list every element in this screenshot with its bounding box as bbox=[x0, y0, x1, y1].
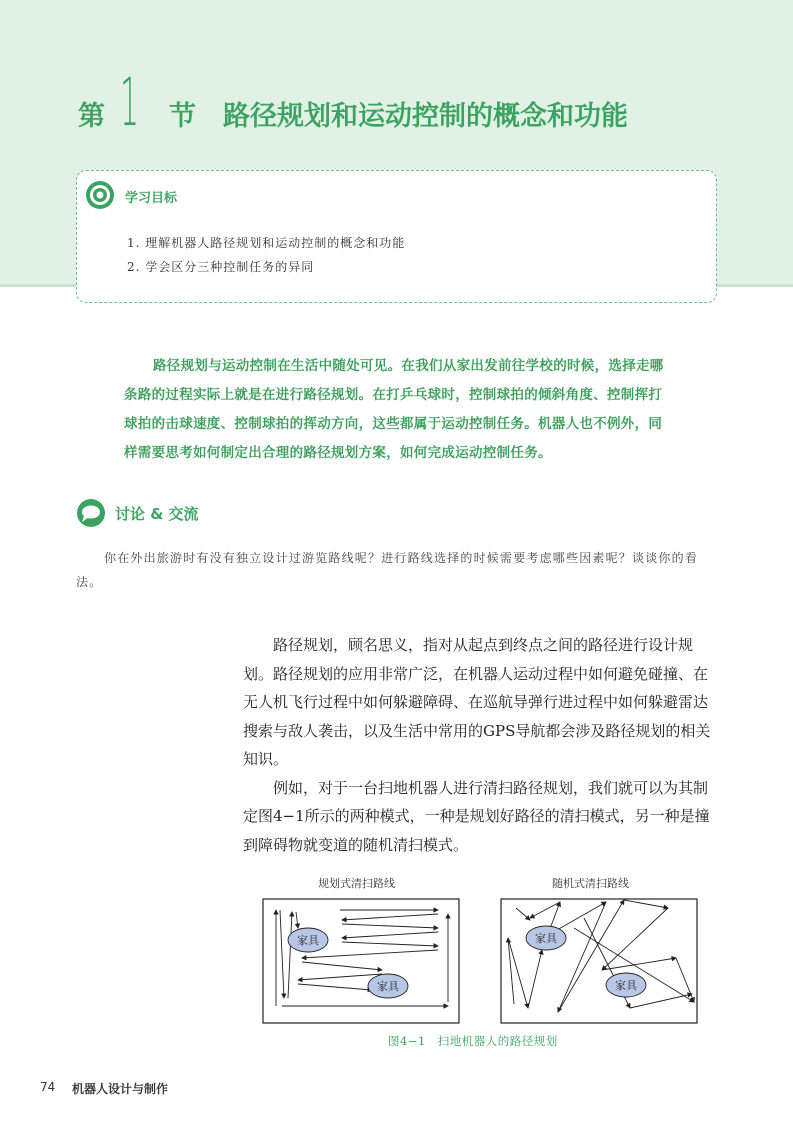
furniture-label: 家具 bbox=[297, 934, 319, 947]
body-paragraph: 路径规划，顾名思义，指对从起点到终点之间的路径进行设计规划。路径规划的应用非常广泛，在机器人运动过程中如何避免碰撞、在无人机飞行过程中如何躲避障碍、在巡航导弹行进过程中如何躲避雷达搜索与敌人袭击，以及生活中常用的GPS导航都会涉及路径规划的相关知识。 bbox=[243, 636, 711, 768]
discussion-title: 讨论 & 交流 bbox=[115, 505, 199, 523]
objectives-list bbox=[127, 231, 405, 279]
section-number: 1 bbox=[120, 64, 139, 141]
planned-route-diagram bbox=[262, 898, 460, 1025]
objectives-box bbox=[76, 170, 717, 303]
section-heading: 路径规划和运动控制的概念和功能 bbox=[223, 101, 628, 132]
section-suffix: 节 bbox=[169, 101, 196, 132]
discussion-text: 你在外出旅游时有没有独立设计过游览路线呢？进行路线选择的时候需要考虑哪些因素呢？谈谈你的看法。 bbox=[76, 551, 699, 589]
section-prefix: 第 bbox=[78, 101, 105, 132]
room-boundary bbox=[263, 899, 459, 1023]
objective-item: 1. 理解机器人路径规划和运动控制的概念和功能 bbox=[127, 236, 406, 250]
body-text bbox=[243, 631, 720, 859]
target-icon bbox=[85, 180, 115, 210]
page-number: 74 bbox=[40, 1080, 56, 1094]
furniture-label: 家具 bbox=[535, 932, 557, 945]
furniture-label: 家具 bbox=[615, 979, 637, 992]
figure-left-title: 规划式清扫路线 bbox=[318, 877, 395, 890]
book-title: 机器人设计与制作 bbox=[72, 1082, 169, 1096]
figure-right-title: 随机式清扫路线 bbox=[552, 877, 629, 890]
random-route-diagram bbox=[500, 898, 698, 1025]
furniture-label: 家具 bbox=[377, 980, 399, 993]
figure-caption: 图4−1 扫地机器人的路径规划 bbox=[388, 1034, 558, 1048]
objectives-title: 学习目标 bbox=[125, 191, 178, 206]
intro-paragraph: 路径规划与运动控制在生活中随处可见。在我们从家出发前往学校的时候，选择走哪条路的过程实际上就是在进行路径规划。在打乒乓球时，控制球拍的倾斜角度、控制挥打球拍的击球速度、控制球拍的挥动方向，这些都属于运动控制任务。机器人也不例外，同样需要思考如何制定出合理的路径规划方案，如何完成运动控制任务。 bbox=[124, 358, 664, 461]
speech-bubble-icon bbox=[76, 499, 106, 529]
objective-item: 2. 学会区分三种控制任务的异同 bbox=[127, 260, 315, 274]
body-paragraph: 例如，对于一台扫地机器人进行清扫路径规划，我们就可以为其制定图4−1所示的两种模式，一种是规划好路径的清扫模式，另一种是撞到障碍物就变道的随机清扫模式。 bbox=[243, 778, 710, 854]
